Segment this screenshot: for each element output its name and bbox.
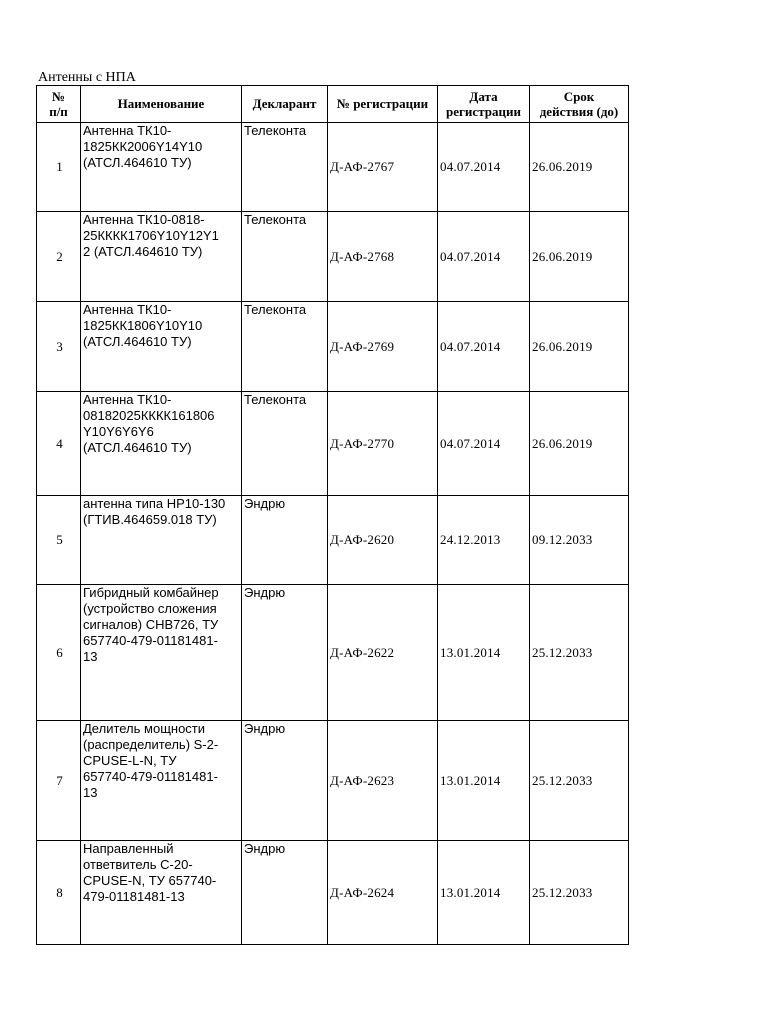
registration-number-cell: Д-АФ-2768 xyxy=(328,212,438,302)
item-name-line: Антенна ТК10- xyxy=(83,392,172,407)
row-number-cell: 7 xyxy=(37,721,81,841)
table-row xyxy=(37,392,629,496)
item-name-line: 1825КК2006Y14Y10 xyxy=(83,139,203,154)
header-num-line: п/п xyxy=(49,104,68,119)
declarant-cell: Телеконта xyxy=(242,123,328,212)
item-name-line: CPUSE-L-N, ТУ xyxy=(83,753,177,768)
item-name-cell xyxy=(81,302,242,392)
item-name-line: Антенна ТК10- xyxy=(83,123,172,138)
header-reg-number: № регистрации xyxy=(328,86,438,123)
item-name-line: 1825КК1806Y10Y10 xyxy=(83,318,203,333)
expiry-date-cell: 26.06.2019 xyxy=(530,123,629,212)
expiry-date-cell: 25.12.2033 xyxy=(530,585,629,721)
item-name-line: 2 (АТСЛ.464610 ТУ) xyxy=(83,244,203,259)
row-number-cell: 4 xyxy=(37,392,81,496)
item-name-line: 25КККК1706Y10Y12Y1 xyxy=(83,228,219,243)
registration-number-cell: Д-АФ-2623 xyxy=(328,721,438,841)
table-row xyxy=(37,302,629,392)
item-name-line: Делитель мощности xyxy=(83,721,206,736)
header-declarant: Декларант xyxy=(242,86,328,123)
registration-date-cell: 04.07.2014 xyxy=(438,212,530,302)
expiry-date-cell: 26.06.2019 xyxy=(530,212,629,302)
header-date-line: Дата xyxy=(469,89,498,104)
item-name-line: 657740-479-01181481- xyxy=(83,769,218,784)
registration-date-cell: 24.12.2013 xyxy=(438,496,530,585)
item-name-cell xyxy=(81,496,242,585)
header-num-line: № xyxy=(51,89,66,104)
declarant-cell: Телеконта xyxy=(242,212,328,302)
row-number-cell: 5 xyxy=(37,496,81,585)
certificates-table xyxy=(36,85,629,945)
header-row xyxy=(37,86,629,123)
item-name-line: Антенна ТК10- xyxy=(83,302,172,317)
expiry-date-cell: 26.06.2019 xyxy=(530,302,629,392)
registration-date-cell: 04.07.2014 xyxy=(438,392,530,496)
registration-date-cell: 04.07.2014 xyxy=(438,302,530,392)
registration-number-cell: Д-АФ-2620 xyxy=(328,496,438,585)
registration-date-cell: 13.01.2014 xyxy=(438,585,530,721)
registration-number-cell: Д-АФ-2622 xyxy=(328,585,438,721)
item-name-cell xyxy=(81,212,242,302)
item-name-line: сигналов) СНВ726, ТУ xyxy=(83,617,219,632)
item-name-line: 657740-479-01181481- xyxy=(83,633,218,648)
table-row xyxy=(37,212,629,302)
item-name-line: 13 xyxy=(83,785,98,800)
item-name-line: (АТСЛ.464610 ТУ) xyxy=(83,155,192,170)
row-number-cell: 6 xyxy=(37,585,81,721)
row-number-cell: 3 xyxy=(37,302,81,392)
header-num xyxy=(37,86,81,123)
item-name-line: (АТСЛ.464610 ТУ) xyxy=(83,440,192,455)
item-name-line: ответвитель С-20- xyxy=(83,857,193,872)
item-name-line: 08182025КККК161806 xyxy=(83,408,215,423)
item-name-line: CPUSE-N, ТУ 657740- xyxy=(83,873,217,888)
header-expiry-line: Срок xyxy=(563,89,595,104)
declarant-cell: Телеконта xyxy=(242,392,328,496)
table-row xyxy=(37,721,629,841)
header-name: Наименование xyxy=(81,86,242,123)
item-name-cell xyxy=(81,841,242,945)
expiry-date-cell: 25.12.2033 xyxy=(530,721,629,841)
declarant-cell: Телеконта xyxy=(242,302,328,392)
item-name-line: 13 xyxy=(83,649,98,664)
header-date-line: регистрации xyxy=(446,104,521,119)
item-name-line: Y10Y6Y6Y6 xyxy=(83,424,154,439)
item-name-line: Направленный xyxy=(83,841,174,856)
item-name-cell xyxy=(81,721,242,841)
table-row xyxy=(37,123,629,212)
item-name-line: (ГТИВ.464659.018 ТУ) xyxy=(83,512,217,527)
item-name-line: (распределитель) S-2- xyxy=(83,737,219,752)
registration-number-cell: Д-АФ-2769 xyxy=(328,302,438,392)
item-name-line: Антенна ТК10-0818- xyxy=(83,212,205,227)
item-name-cell xyxy=(81,585,242,721)
declarant-cell: Эндрю xyxy=(242,721,328,841)
row-number-cell: 8 xyxy=(37,841,81,945)
row-number-cell: 2 xyxy=(37,212,81,302)
item-name-line: (АТСЛ.464610 ТУ) xyxy=(83,334,192,349)
expiry-date-cell: 09.12.2033 xyxy=(530,496,629,585)
item-name-line: 479-01181481-13 xyxy=(83,889,185,904)
item-name-line: (устройство сложения xyxy=(83,601,217,616)
header-expiry xyxy=(530,86,629,123)
table-row xyxy=(37,841,629,945)
row-number-cell: 1 xyxy=(37,123,81,212)
item-name-line: антенна типа НР10-130 xyxy=(83,496,226,511)
declarant-cell: Эндрю xyxy=(242,496,328,585)
item-name-cell xyxy=(81,123,242,212)
item-name-cell xyxy=(81,392,242,496)
expiry-date-cell: 25.12.2033 xyxy=(530,841,629,945)
table-caption: Антенны с НПА xyxy=(38,70,136,85)
table-row xyxy=(37,585,629,721)
declarant-cell: Эндрю xyxy=(242,585,328,721)
registration-date-cell: 04.07.2014 xyxy=(438,123,530,212)
table-row xyxy=(37,496,629,585)
registration-date-cell: 13.01.2014 xyxy=(438,721,530,841)
registration-date-cell: 13.01.2014 xyxy=(438,841,530,945)
registration-number-cell: Д-АФ-2770 xyxy=(328,392,438,496)
declarant-cell: Эндрю xyxy=(242,841,328,945)
item-name-line: Гибридный комбайнер xyxy=(83,585,219,600)
registration-number-cell: Д-АФ-2624 xyxy=(328,841,438,945)
registration-number-cell: Д-АФ-2767 xyxy=(328,123,438,212)
header-expiry-line: действия (до) xyxy=(539,104,619,119)
header-reg-date xyxy=(438,86,530,123)
expiry-date-cell: 26.06.2019 xyxy=(530,392,629,496)
